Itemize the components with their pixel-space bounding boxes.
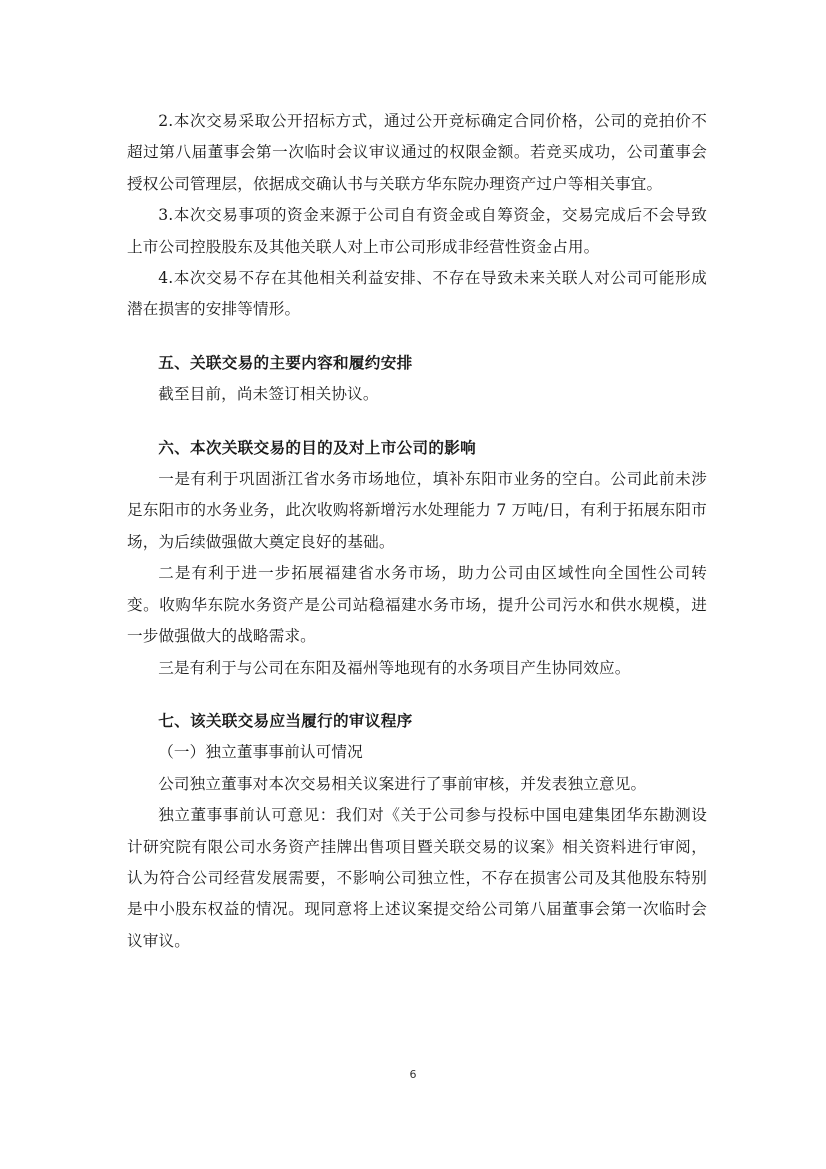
section7-heading: 七、该关联交易应当履行的审议程序 [158, 711, 413, 730]
section4-item-3: 3.本次交易事项的资金来源于公司自有资金或自筹资金，交易完成后不会导致上市公司控股股东及其他关联人对上市公司形成非经营性资金占用。 [127, 206, 707, 256]
document-body [127, 106, 707, 957]
section5-heading: 五、关联交易的主要内容和履约安排 [158, 353, 413, 372]
section6-heading: 六、本次关联交易的目的及对上市公司的影响 [158, 438, 477, 457]
section-gap [127, 326, 707, 348]
section4-item-4: 4.本次交易不存在其他相关利益安排、不存在导致未来关联人对公司可能形成潜在损害的安排等情形。 [127, 269, 707, 319]
section-gap [127, 411, 707, 433]
section7-paragraph-2: 独立董事事前认可意见：我们对《关于公司参与投标中国电建集团华东勘测设计研究院有限公司水务资产挂牌出售项目暨关联交易的议案》相关资料进行审阅，认为符合公司经营发展需要，不影响公司独立性，不存在损害公司及其他股东特别是中小股东权益的情况。现同意将上述议案提交给公司第八届董事会第一次临时会议审议。 [127, 806, 707, 950]
section6-paragraph-3: 三是有利于与公司在东阳及福州等地现有的水务项目产生协同效应。 [158, 658, 631, 677]
section5-paragraph: 截至目前，尚未签订相关协议。 [158, 385, 379, 404]
section7-subheading: （一）独立董事事前认可情况 [158, 743, 363, 762]
section-gap [127, 684, 707, 706]
page-number: 6 [409, 1068, 417, 1081]
section7-paragraph-1: 公司独立董事对本次交易相关议案进行了事前审核，并发表独立意见。 [158, 774, 647, 793]
section6-paragraph-2: 二是有利于进一步拓展福建省水务市场，助力公司由区域性向全国性公司转变。收购华东院水务资产是公司站稳福建水务市场，提升公司污水和供水规模，进一步做强做大的战略需求。 [127, 564, 707, 646]
section6-paragraph-1: 一是有利于巩固浙江省水务市场地位，填补东阳市业务的空白。公司此前未涉足东阳市的水务业务，此次收购将新增污水处理能力 7 万吨/日，有利于拓展东阳市场，为后续做强做大奠定良好的基础。 [127, 470, 707, 551]
section4-item-2: 2.本次交易采取公开招标方式，通过公开竞标确定合同价格，公司的竞拍价不超过第八届董事会第一次临时会议审议通过的权限金额。若竞买成功，公司董事会授权公司管理层，依据成交确认书与关联方华东院办理资产过户等相关事宜。 [127, 112, 707, 193]
